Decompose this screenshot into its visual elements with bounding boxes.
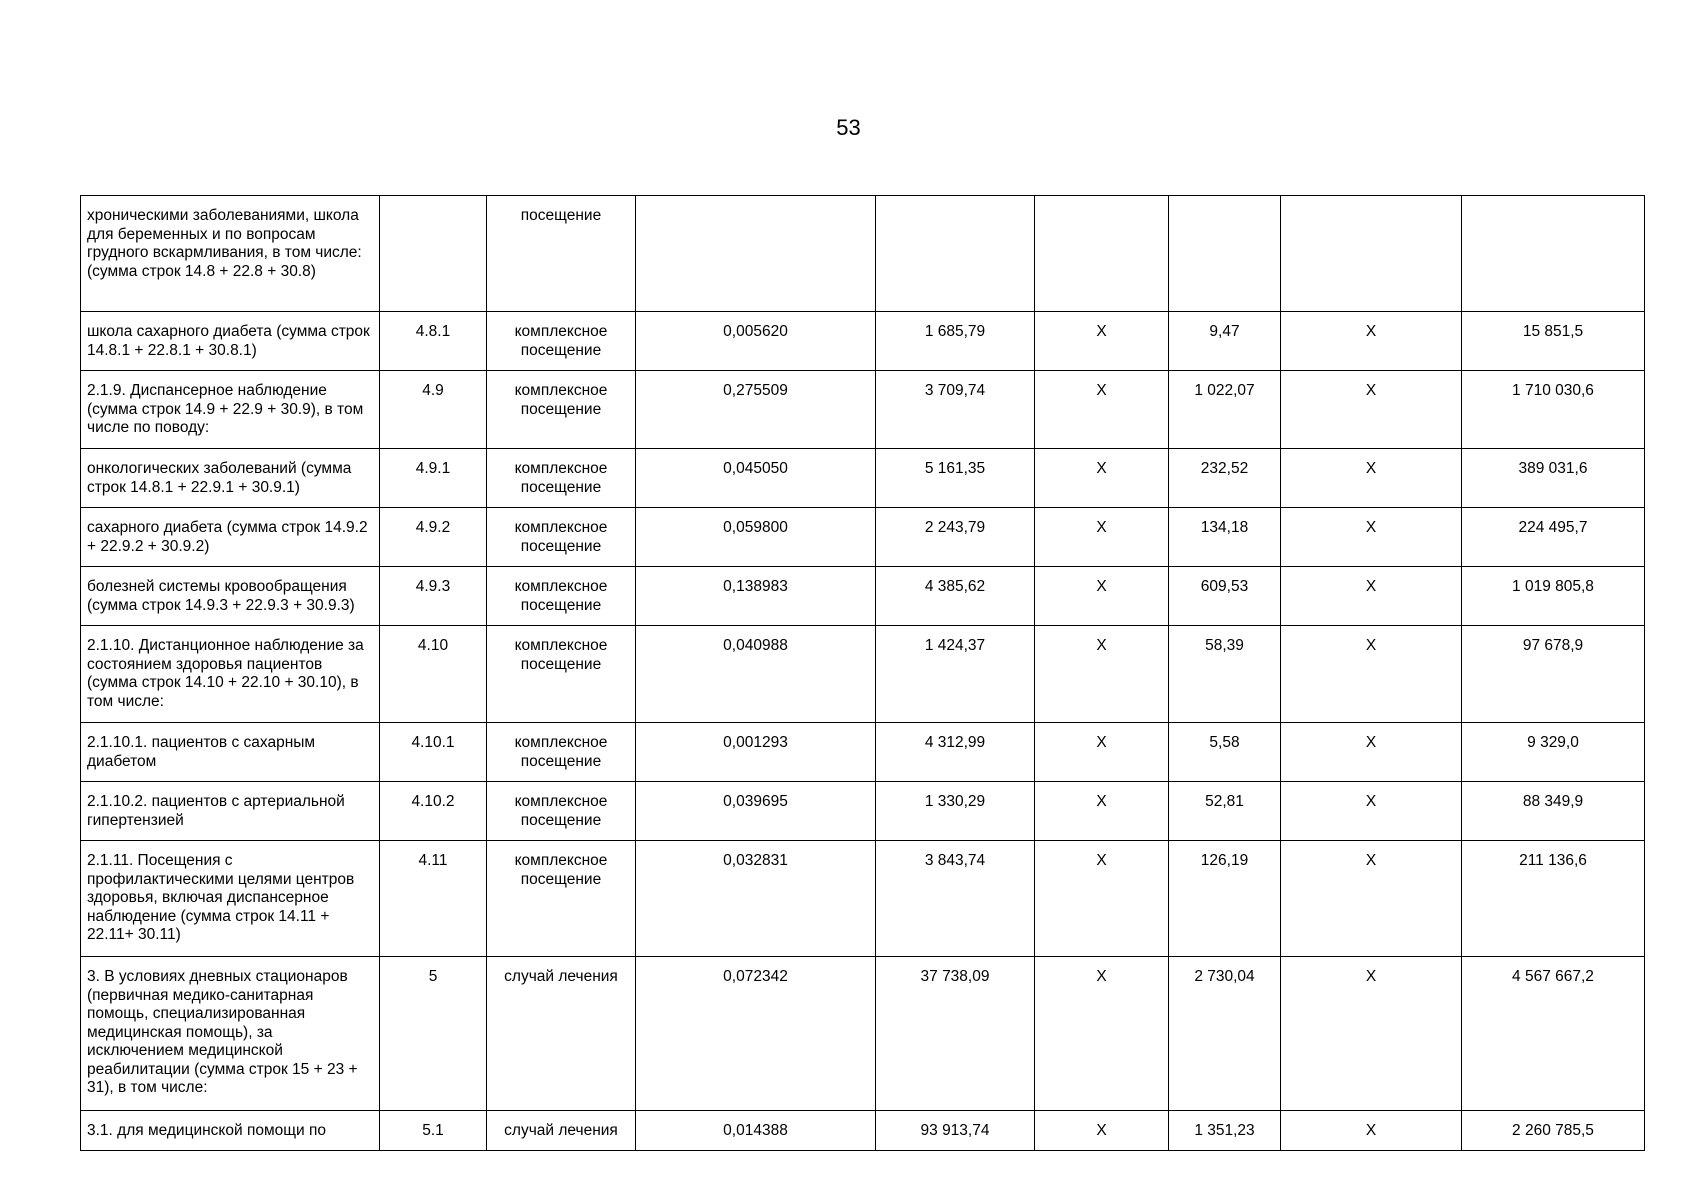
table-cell: 4.10.1 — [380, 723, 487, 782]
table-cell: 4.9.1 — [380, 449, 487, 508]
table-cell: случай лечения — [487, 957, 636, 1111]
table-cell: Х — [1035, 841, 1169, 957]
table-cell: Х — [1035, 782, 1169, 841]
table-cell: 4.10 — [380, 626, 487, 723]
table-cell: 4.11 — [380, 841, 487, 957]
page-number: 53 — [836, 115, 861, 140]
table-cell: Х — [1035, 957, 1169, 1111]
table-row — [81, 1111, 1645, 1151]
table-cell: 4 312,99 — [876, 723, 1035, 782]
table-cell: 389 031,6 — [1462, 449, 1645, 508]
table-cell: 4.10.2 — [380, 782, 487, 841]
table-row — [81, 508, 1645, 567]
table-cell: Х — [1035, 626, 1169, 723]
table-cell: 2 730,04 — [1169, 957, 1281, 1111]
table-cell: 1 330,29 — [876, 782, 1035, 841]
table-cell: комплексное посещение — [487, 626, 636, 723]
table-cell: комплексное посещение — [487, 841, 636, 957]
table-cell: Х — [1035, 371, 1169, 449]
data-table — [80, 195, 1645, 1151]
table-cell: 15 851,5 — [1462, 312, 1645, 371]
table-row — [81, 312, 1645, 371]
table-cell: 58,39 — [1169, 626, 1281, 723]
table-cell: Х — [1281, 782, 1462, 841]
table-cell: 3 709,74 — [876, 371, 1035, 449]
table-cell: Х — [1281, 1111, 1462, 1151]
table-cell: 4.8.1 — [380, 312, 487, 371]
table-row — [81, 841, 1645, 957]
table-cell: 2.1.9. Диспансерное наблюдение (сумма строк 14.9 + 22.9 + 30.9), в том числе по поводу: — [81, 371, 380, 449]
table-cell: 2 243,79 — [876, 508, 1035, 567]
table-cell: 4.9 — [380, 371, 487, 449]
table-cell: 4 385,62 — [876, 567, 1035, 626]
table-cell: 1 022,07 — [1169, 371, 1281, 449]
table-cell: Х — [1035, 312, 1169, 371]
table-cell: случай лечения — [487, 1111, 636, 1151]
table-cell: Х — [1281, 723, 1462, 782]
table-cell — [876, 196, 1035, 312]
table-cell — [380, 196, 487, 312]
table-cell: 126,19 — [1169, 841, 1281, 957]
table-cell: Х — [1281, 371, 1462, 449]
table-cell: 97 678,9 — [1462, 626, 1645, 723]
table-cell: 4.9.3 — [380, 567, 487, 626]
table-cell: 5,58 — [1169, 723, 1281, 782]
table-cell: комплексное посещение — [487, 449, 636, 508]
table-cell: Х — [1035, 449, 1169, 508]
table-cell: 1 424,37 — [876, 626, 1035, 723]
table-cell: 1 019 805,8 — [1462, 567, 1645, 626]
table-cell: 1 351,23 — [1169, 1111, 1281, 1151]
table-cell: Х — [1281, 449, 1462, 508]
table-row — [81, 196, 1645, 312]
table-cell: Х — [1035, 1111, 1169, 1151]
table-cell — [1169, 196, 1281, 312]
table-row — [81, 371, 1645, 449]
table-cell: 5.1 — [380, 1111, 487, 1151]
table-cell — [1281, 196, 1462, 312]
table-cell: 0,001293 — [636, 723, 876, 782]
table-row — [81, 723, 1645, 782]
table-cell: сахарного диабета (сумма строк 14.9.2 + 22.9.2 + 30.9.2) — [81, 508, 380, 567]
table-cell — [1462, 196, 1645, 312]
table-cell: Х — [1281, 508, 1462, 567]
table-cell: 52,81 — [1169, 782, 1281, 841]
table-cell: 0,138983 — [636, 567, 876, 626]
table-cell: 0,040988 — [636, 626, 876, 723]
table-cell: 2.1.10.1. пациентов с сахарным диабетом — [81, 723, 380, 782]
table-cell: посещение — [487, 196, 636, 312]
table-cell: 4.9.2 — [380, 508, 487, 567]
table-cell: 1 685,79 — [876, 312, 1035, 371]
table-cell: 0,014388 — [636, 1111, 876, 1151]
table-cell: Х — [1035, 508, 1169, 567]
table-cell: 0,032831 — [636, 841, 876, 957]
table-cell: комплексное посещение — [487, 567, 636, 626]
table-cell — [636, 196, 876, 312]
table-row — [81, 449, 1645, 508]
table-cell: 232,52 — [1169, 449, 1281, 508]
table-cell: 9 329,0 — [1462, 723, 1645, 782]
table-cell: 1 710 030,6 — [1462, 371, 1645, 449]
table-cell: 2.1.11. Посещения с профилактическими целями центров здоровья, включая диспансерное наблюдение (сумма строк 14.11 + 22.11+ 30.11) — [81, 841, 380, 957]
table-row — [81, 626, 1645, 723]
table-cell: комплексное посещение — [487, 312, 636, 371]
table-cell: 211 136,6 — [1462, 841, 1645, 957]
table-cell: 2 260 785,5 — [1462, 1111, 1645, 1151]
table-cell: 9,47 — [1169, 312, 1281, 371]
table-cell: 134,18 — [1169, 508, 1281, 567]
table-cell: Х — [1281, 567, 1462, 626]
table-cell: 5 161,35 — [876, 449, 1035, 508]
table-cell: Х — [1281, 957, 1462, 1111]
table-cell: болезней системы кровообращения (сумма строк 14.9.3 + 22.9.3 + 30.9.3) — [81, 567, 380, 626]
table-cell: онкологических заболеваний (сумма строк 14.8.1 + 22.9.1 + 30.9.1) — [81, 449, 380, 508]
table-cell: комплексное посещение — [487, 371, 636, 449]
table-row — [81, 567, 1645, 626]
table-row — [81, 782, 1645, 841]
table-cell: Х — [1281, 841, 1462, 957]
table-cell: Х — [1035, 723, 1169, 782]
table-cell: Х — [1281, 312, 1462, 371]
table-cell: 3.1. для медицинской помощи по — [81, 1111, 380, 1151]
table-cell — [1035, 196, 1169, 312]
table-cell: 2.1.10. Дистанционное наблюдение за состоянием здоровья пациентов (сумма строк 14.10 + 22.10 + 30.10), в том числе: — [81, 626, 380, 723]
table-cell: комплексное посещение — [487, 508, 636, 567]
table-cell: 2.1.10.2. пациентов с артериальной гипертензией — [81, 782, 380, 841]
table-cell: 88 349,9 — [1462, 782, 1645, 841]
table-cell: комплексное посещение — [487, 782, 636, 841]
table-cell: 0,039695 — [636, 782, 876, 841]
table-cell: 0,059800 — [636, 508, 876, 567]
table-cell: Х — [1281, 626, 1462, 723]
table-cell: 0,045050 — [636, 449, 876, 508]
table-cell: 224 495,7 — [1462, 508, 1645, 567]
table-cell: 5 — [380, 957, 487, 1111]
table-cell: 93 913,74 — [876, 1111, 1035, 1151]
table-cell: Х — [1035, 567, 1169, 626]
table-cell: 609,53 — [1169, 567, 1281, 626]
table-cell: 0,275509 — [636, 371, 876, 449]
table-cell: 0,005620 — [636, 312, 876, 371]
table-cell: 3. В условиях дневных стационаров (первичная медико-санитарная помощь, специализированная медицинская помощь), за исключением медицинской реабилитации (сумма строк 15 + 23 + 31), в том числе: — [81, 957, 380, 1111]
table-cell: 37 738,09 — [876, 957, 1035, 1111]
table-cell: 4 567 667,2 — [1462, 957, 1645, 1111]
table-cell: 0,072342 — [636, 957, 876, 1111]
table-cell: комплексное посещение — [487, 723, 636, 782]
table-cell: хроническими заболеваниями, школа для беременных и по вопросам грудного вскармливания, в том числе: (сумма строк 14.8 + 22.8 + 30.8) — [81, 196, 380, 312]
table-cell: 3 843,74 — [876, 841, 1035, 957]
table-cell: школа сахарного диабета (сумма строк 14.8.1 + 22.8.1 + 30.8.1) — [81, 312, 380, 371]
table-row — [81, 957, 1645, 1111]
